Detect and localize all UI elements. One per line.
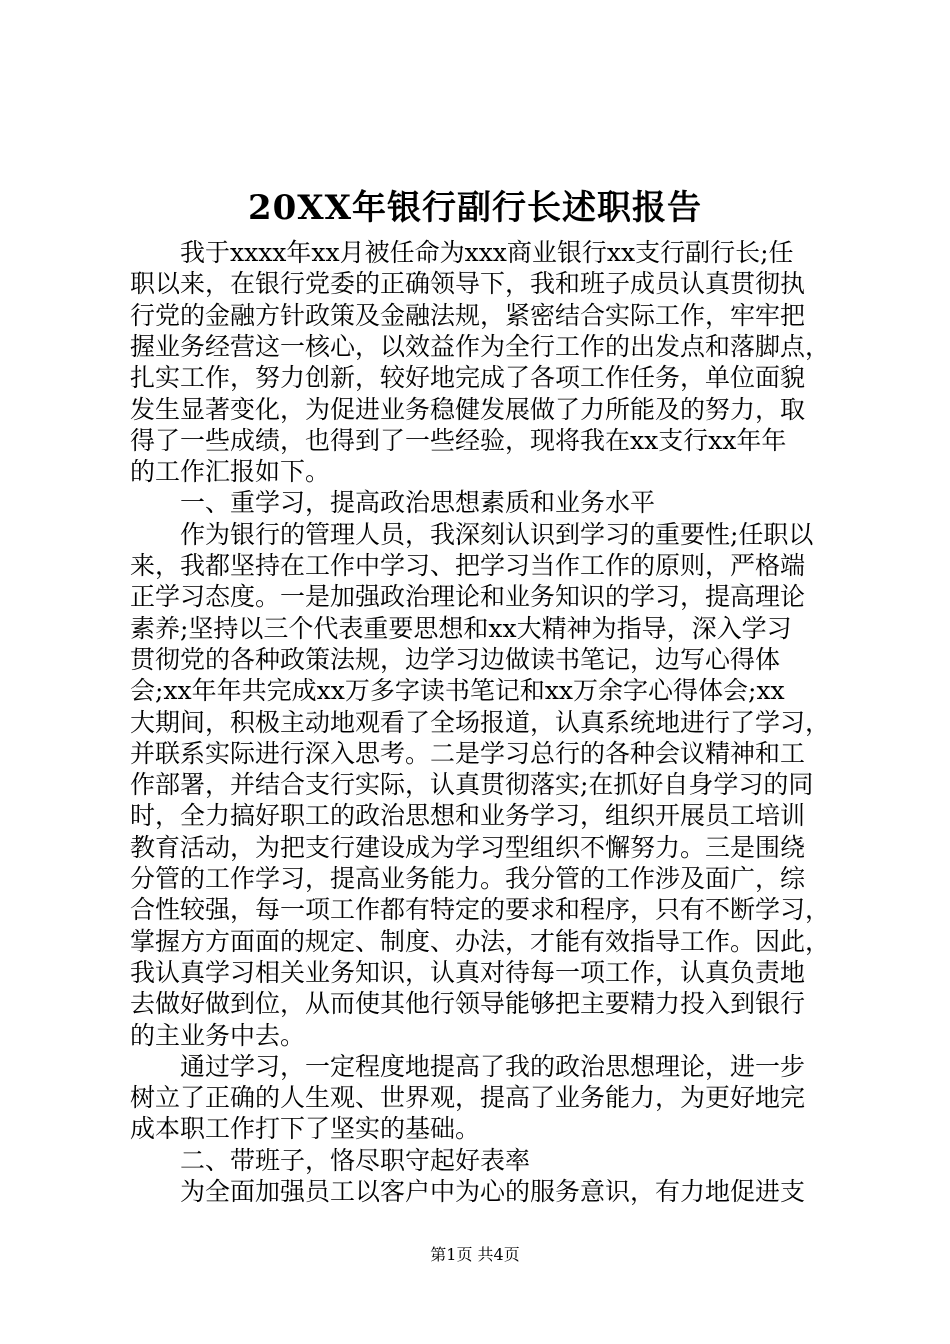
body-line: 正学习态度。一是加强政治理论和业务知识的学习，提高理论 (130, 582, 806, 612)
body-line: 我于xxxx年xx月被任命为xxx商业银行xx支行副行长;任 (130, 238, 794, 267)
body-line: 去做好做到位，从而使其他行领导能够把主要精力投入到银行 (130, 989, 806, 1019)
body-line: 分管的工作学习，提高业务能力。我分管的工作涉及面广，综 (130, 864, 806, 893)
body-line: 来，我都坚持在工作中学习、把学习当作工作的原则，严格端 (130, 551, 806, 580)
body-line: 时，全力搞好职工的政治思想和业务学习，组织开展员工培训 (130, 801, 806, 831)
body-line: 成本职工作打下了坚实的基础。 (130, 1114, 481, 1144)
body-line: 职以来，在银行党委的正确领导下，我和班子成员认真贯彻执 (130, 269, 806, 299)
body-line: 合性较强，每一项工作都有特定的要求和程序，只有不断学习， (130, 895, 831, 925)
body-line: 教育活动，为把支行建设成为学习型组织不懈努力。三是围绕 (130, 832, 806, 862)
page-footer: 第1页 共4页 (430, 1245, 520, 1264)
body-line: 掌握方方面面的规定、制度、办法，才能有效指导工作。因此， (130, 926, 831, 956)
body-line: 大期间，积极主动地观看了全场报道，认真系统地进行了学习， (130, 707, 831, 737)
body-line: 二、带班子，恪尽职守起好表率 (130, 1145, 531, 1175)
body-line: 素养;坚持以三个代表重要思想和xx大精神为指导，深入学习 (130, 613, 792, 643)
body-line: 会;xx年年共完成xx万多字读书笔记和xx万余字心得体会;xx (130, 676, 785, 706)
body-line: 作部署，并结合支行实际，认真贯彻落实;在抓好自身学习的同 (130, 770, 814, 800)
body-line: 并联系实际进行深入思考。二是学习总行的各种会议精神和工 (130, 738, 806, 768)
body-line: 为全面加强员工以客户中为心的服务意识，有力地促进支 (130, 1177, 806, 1206)
body-line: 行党的金融方针政策及金融法规，紧密结合实际工作，牢牢把 (130, 300, 806, 330)
body-line: 贯彻党的各种政策法规，边学习边做读书笔记，边写心得体 (130, 644, 781, 674)
document-title: 20XX年银行副行长述职报告 (247, 188, 703, 228)
body-line: 我认真学习相关业务知识，认真对待每一项工作，认真负责地 (130, 957, 806, 987)
body-line: 握业务经营这一核心，以效益作为全行工作的出发点和落脚点， (130, 331, 831, 361)
body-line: 的工作汇报如下。 (130, 457, 331, 487)
body-line: 扎实工作，努力创新，较好地完成了各项工作任务，单位面貌 (130, 363, 806, 393)
body-line: 一、重学习，提高政治思想素质和业务水平 (130, 488, 656, 518)
body-line: 作为银行的管理人员，我深刻认识到学习的重要性;任职以 (130, 519, 814, 549)
body-line: 的主业务中去。 (130, 1020, 306, 1050)
body-line: 树立了正确的人生观、世界观，提高了业务能力，为更好地完 (130, 1083, 806, 1113)
body-line: 通过学习，一定程度地提高了我的政治思想理论，进一步 (130, 1051, 806, 1081)
body-line: 得了一些成绩，也得到了一些经验，现将我在xx支行xx年年 (130, 425, 787, 455)
body-line: 发生显著变化，为促进业务稳健发展做了力所能及的努力，取 (130, 394, 806, 424)
